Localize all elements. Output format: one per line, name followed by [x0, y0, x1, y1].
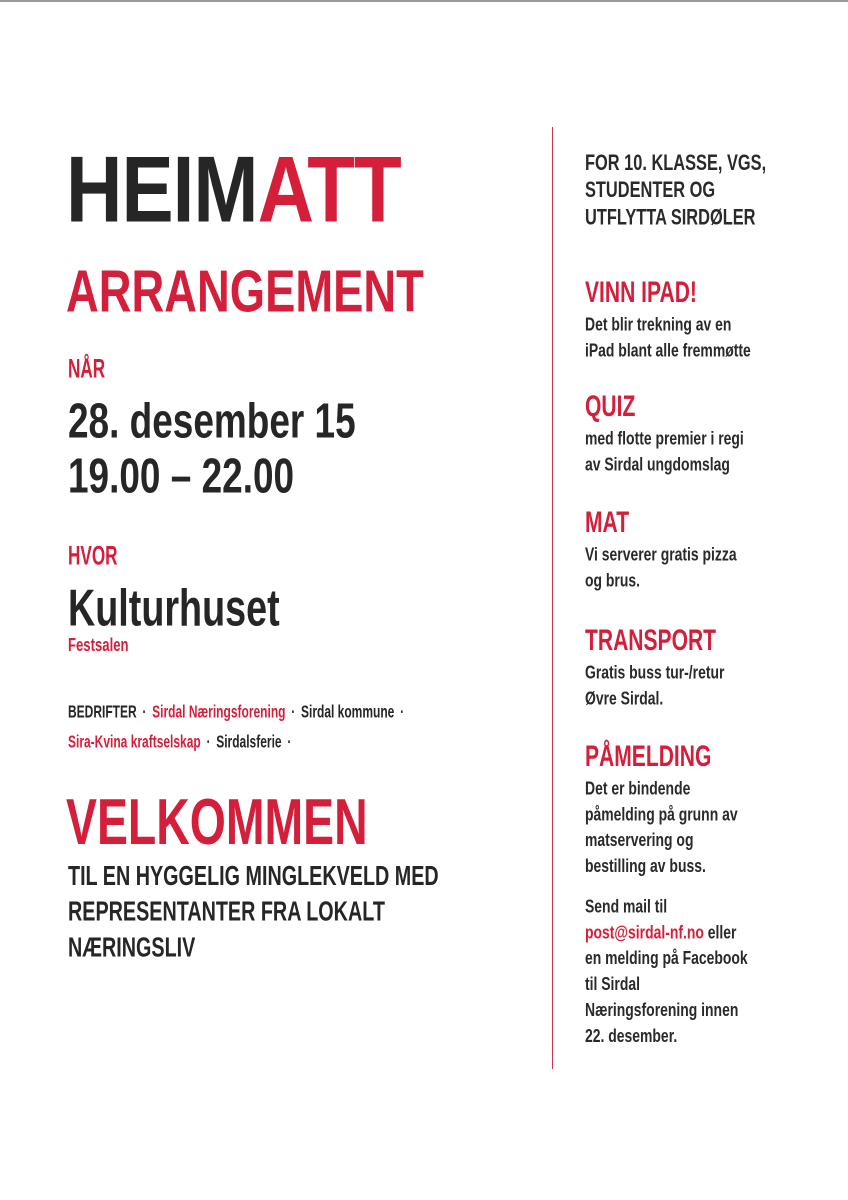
where-label: HVOR	[68, 540, 118, 571]
section-line: Det er bindende	[585, 778, 691, 799]
section-line: av Sirdal ungdomslag	[585, 454, 730, 475]
section-body	[585, 426, 744, 478]
section-line: Øvre Sirdal.	[585, 688, 664, 709]
event-date: 28. desember 15	[68, 393, 356, 449]
event-venue: Kulturhuset	[68, 578, 280, 637]
column-divider	[552, 127, 553, 1069]
businesses-label: BEDRIFTER	[68, 702, 137, 723]
section-heading: TRANSPORT	[585, 623, 717, 657]
section-heading: MAT	[585, 505, 630, 539]
top-edge-line	[0, 0, 848, 2]
event-room: Festsalen	[68, 635, 129, 656]
contact-line: Send mail til	[585, 896, 668, 917]
section-body	[585, 776, 738, 880]
business-item: Sira-Kvina kraftselskap	[68, 732, 201, 753]
section-heading: VINN IPAD!	[585, 275, 697, 309]
welcome-line: NÆRINGSLIV	[68, 930, 196, 963]
title-part-att: ATT	[257, 136, 401, 242]
welcome-line: TIL EN HYGGELIG MINGLEKVELD MED	[68, 859, 439, 892]
separator: ·	[287, 732, 292, 753]
section-body	[585, 542, 737, 594]
contact-line: Næringsforening innen	[585, 999, 739, 1021]
contact-line: til Sirdal	[585, 973, 641, 995]
contact-line: eller	[703, 922, 737, 943]
separator: ·	[142, 702, 147, 723]
contact-line: 22. desember.	[585, 1025, 678, 1047]
section-body	[585, 312, 751, 364]
when-label: NÅR	[68, 353, 106, 384]
audience-line: UTFLYTTA SIRDØLER	[585, 205, 756, 230]
section-line: iPad blant alle fremmøtte	[585, 340, 751, 361]
poster-subtitle: ARRANGEMENT	[66, 258, 424, 325]
contact-email-link[interactable]: post@sirdal-nf.no	[585, 922, 704, 943]
contact-info	[585, 894, 748, 1050]
poster-title	[66, 136, 401, 242]
section-line: med flotte premier i regi	[585, 428, 744, 449]
business-item: Sirdalsferie	[216, 732, 282, 753]
section-line: Gratis buss tur-/retur	[585, 662, 725, 683]
section-heading: QUIZ	[585, 389, 636, 423]
businesses-list	[68, 698, 516, 758]
event-time: 19.00 – 22.00	[68, 448, 295, 504]
audience-text	[585, 150, 766, 232]
separator: ·	[291, 702, 296, 723]
audience-line: STUDENTER OG	[585, 178, 716, 203]
separator: ·	[400, 702, 405, 723]
section-body	[585, 660, 724, 712]
audience-line: FOR 10. KLASSE, VGS,	[585, 151, 767, 176]
section-line: Vi serverer gratis pizza	[585, 544, 737, 565]
title-part-heim: HEIM	[66, 136, 258, 242]
business-item: Sirdal Næringsforening	[152, 702, 286, 723]
welcome-line: REPRESENTANTER FRA LOKALT	[68, 894, 385, 928]
welcome-heading: VELKOMMEN	[66, 785, 368, 859]
section-line: og brus.	[585, 570, 640, 591]
business-item: Sirdal kommune	[300, 702, 395, 723]
contact-line: en melding på Facebook	[585, 948, 748, 969]
section-line: påmelding på grunn av	[585, 804, 738, 825]
welcome-text	[68, 858, 494, 965]
section-line: Det blir trekning av en	[585, 314, 732, 335]
separator: ·	[206, 732, 211, 753]
section-line: bestilling av buss.	[585, 855, 706, 877]
section-line: matservering og	[585, 830, 694, 851]
section-heading: PÅMELDING	[585, 739, 712, 773]
